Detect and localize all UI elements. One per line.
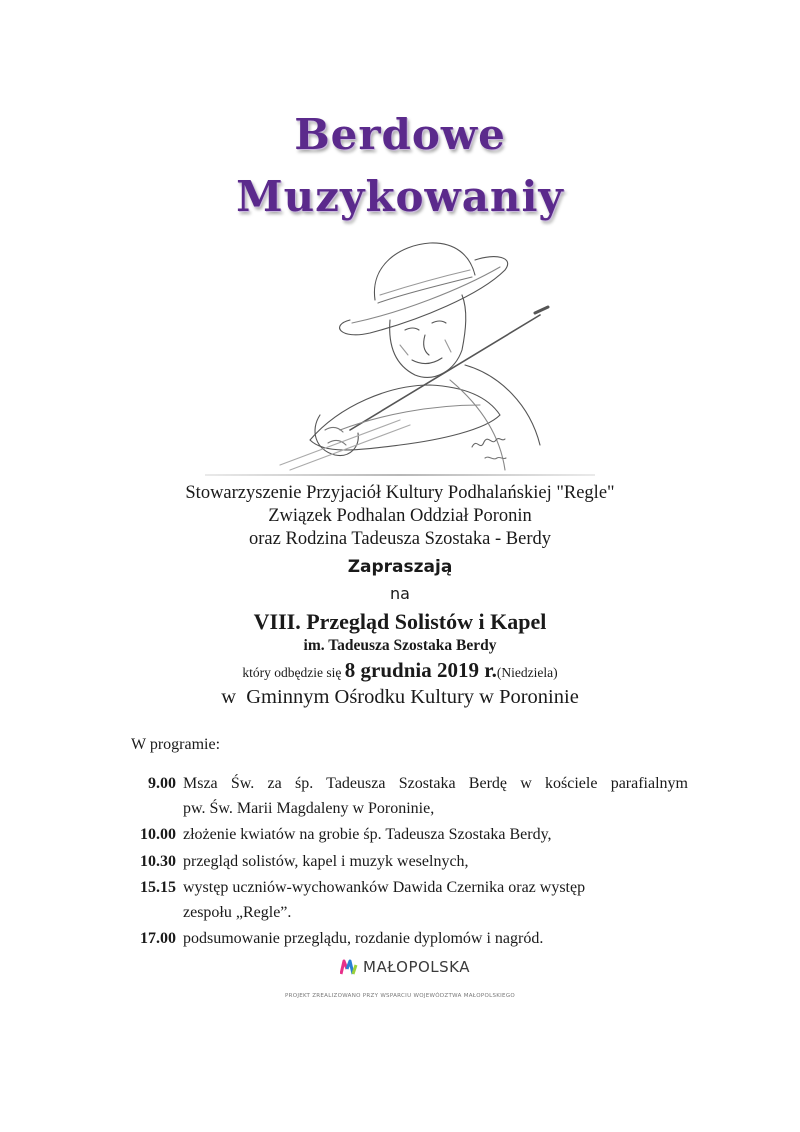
program-list bbox=[128, 772, 688, 954]
event-subtitle: im. Tadeusza Szostaka Berdy bbox=[303, 637, 497, 654]
event-title: VIII. Przegląd Solistów i Kapel bbox=[253, 609, 547, 634]
program-time: 9.00 bbox=[148, 775, 176, 792]
program-desc-cont: pw. Św. Marii Magdaleny w Poroninie, bbox=[183, 799, 435, 817]
program-time: 17.00 bbox=[140, 930, 176, 947]
date-main: 8 grudnia 2019 r. bbox=[344, 658, 497, 682]
program-item bbox=[128, 850, 688, 874]
divider-line bbox=[205, 474, 595, 476]
program-desc: Msza Św. za śp. Tadeusza Szostaka Berdę w kościele parafialnym bbox=[183, 775, 688, 792]
venue-line: w Gminnym Ośrodku Kultury w Poroninie bbox=[221, 686, 579, 708]
invite-text: Zapraszają bbox=[347, 557, 453, 577]
event-date-line bbox=[0, 658, 800, 683]
program-desc: przegląd solistów, kapel i muzyk weselnych, bbox=[183, 852, 469, 870]
program-time: 10.00 bbox=[140, 826, 176, 843]
malopolska-logo-icon bbox=[340, 959, 358, 975]
program-desc-cont: zespołu „Regle”. bbox=[183, 903, 292, 921]
organizer-line-1: Stowarzyszenie Przyjaciół Kultury Podhalańskiej "Regle" bbox=[185, 483, 615, 503]
program-time: 10.30 bbox=[140, 852, 176, 870]
poster-title-line2: Muzykowaniy bbox=[236, 172, 564, 221]
program-heading: W programie: bbox=[131, 736, 221, 753]
organizer-line-2: Związek Podhalan Oddział Poronin bbox=[268, 506, 532, 526]
program-item bbox=[128, 927, 688, 951]
program-desc: podsumowanie przeglądu, rozdanie dyplomów i nagród. bbox=[183, 930, 544, 947]
malopolska-logo bbox=[340, 958, 470, 976]
program-item bbox=[128, 823, 688, 847]
organizer-line-3: oraz Rodzina Tadeusza Szostaka - Berdy bbox=[249, 529, 551, 549]
na-text: na bbox=[390, 584, 410, 603]
fiddler-sketch-illustration bbox=[200, 215, 600, 477]
logo-text: MAŁOPOLSKA bbox=[363, 958, 471, 976]
program-desc: występ uczniów-wychowanków Dawida Czernika oraz występ bbox=[183, 879, 586, 896]
date-prefix: który odbędzie się bbox=[242, 665, 342, 680]
program-item bbox=[128, 876, 688, 900]
program-item bbox=[128, 772, 688, 796]
program-time: 15.15 bbox=[140, 879, 176, 896]
footer-note: PROJEKT ZREALIZOWANO PRZY WSPARCIU WOJEWÓDZTWA MAŁOPOLSKIEGO bbox=[284, 993, 516, 999]
program-desc: złożenie kwiatów na grobie śp. Tadeusza Szostaka Berdy, bbox=[183, 826, 552, 843]
date-day: (Niedziela) bbox=[496, 665, 558, 680]
poster-title-line1: Berdowe bbox=[294, 110, 506, 159]
